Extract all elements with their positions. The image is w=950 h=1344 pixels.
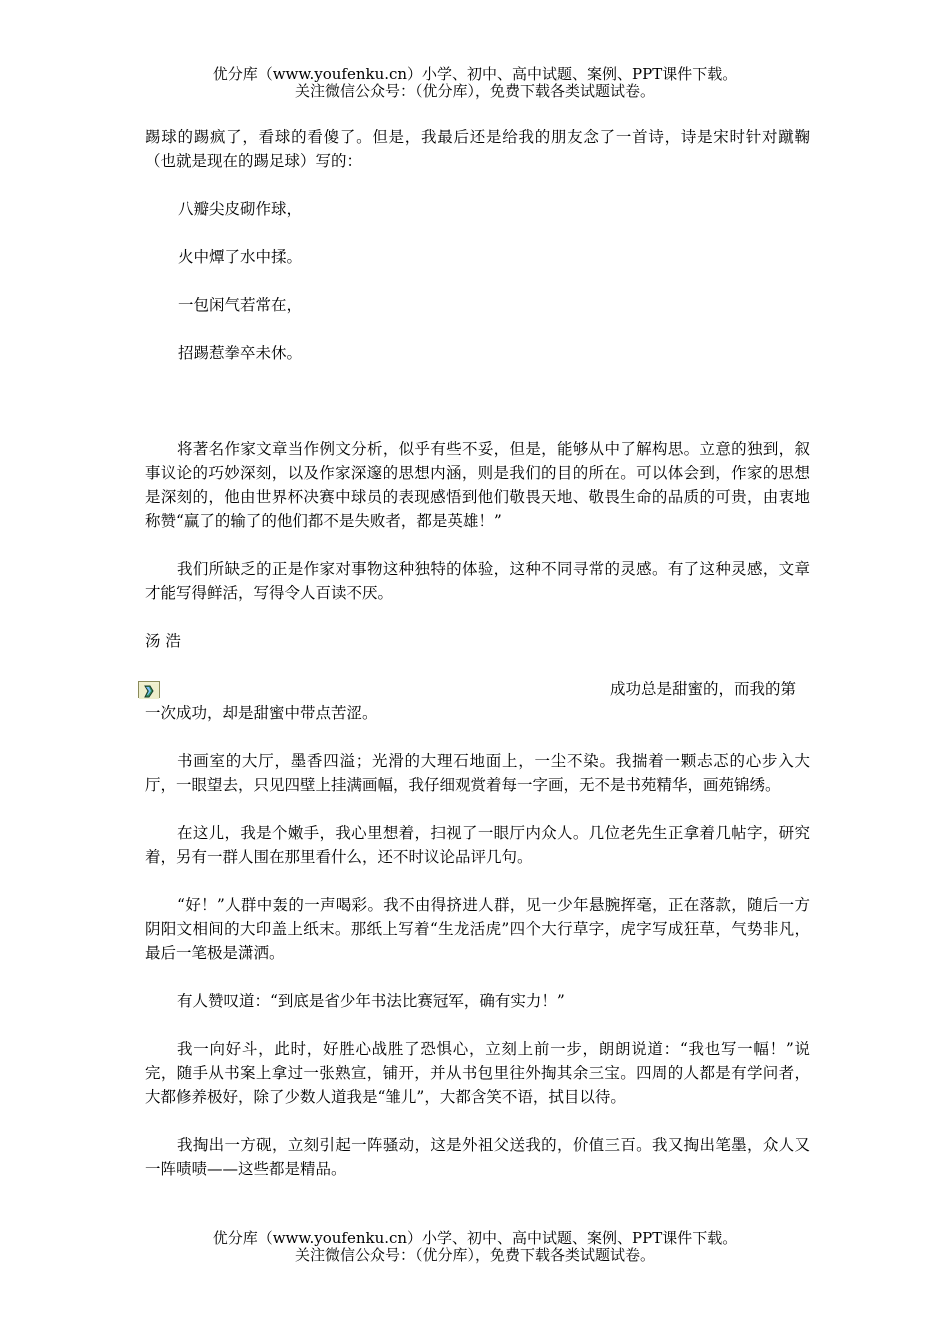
poem: [178, 197, 810, 365]
header-line-2: 关注微信公众号：（优分库），免费下载各类试题试卷。: [294, 82, 655, 100]
story-paragraph: 在这儿，我是个嫩手，我心里想着，扫视了一眼厅内众人。几位老先生正拿着几帖字，研究着，另有一群人围在那里看什么，还不时议论品评几句。: [145, 824, 810, 866]
story-first-line: 成功总是甜蜜的，而我的第: [609, 680, 796, 698]
story-paragraph: 我掏出一方砚，立刻引起一阵骚动，这是外祖父送我的，价值三百。我又掏出笔墨，众人又一阵啧啧——这些都是精品。: [145, 1136, 810, 1178]
story-opening-line: [145, 677, 810, 701]
poem-line: 火中燂了水中揉。: [178, 248, 303, 266]
story-paragraph: 有人赞叹道：“到底是省少年书法比赛冠军，确有实力！”: [177, 992, 565, 1010]
commentary-paragraph: 我们所缺乏的正是作家对事物这种独特的体验，这种不同寻常的灵感。有了这种灵感，文章才能写得鲜活，写得令人百读不厌。: [145, 560, 810, 602]
story-continuation: 一次成功，却是甜蜜中带点苦涩。: [145, 704, 378, 722]
footer-line-2: 关注微信公众号：（优分库），免费下载各类试题试卷。: [294, 1246, 655, 1264]
story-paragraph: 书画室的大厅，墨香四溢；光滑的大理石地面上，一尘不染。我揣着一颗忐忑的心步入大厅，一眼望去，只见四壁上挂满画幅，我仔细观赏着每一字画，无不是书苑精华，画苑锦绣。: [145, 752, 810, 794]
commentary-paragraph: 将著名作家文章当作例文分析，似乎有些不妥，但是，能够从中了解构思。立意的独到，叙事议论的巧妙深刻，以及作家深邃的思想内涵，则是我们的目的所在。可以体会到，作家的思想是深刻的，他由世界杯决赛中球员的表现感悟到他们敬畏天地、敬畏生命的品质的可贵，由衷地称赞“赢了的输了的他们都不是失败者，都是英雄！”: [145, 440, 810, 530]
page-header: [0, 66, 950, 100]
story-paragraph: 我一向好斗，此时，好胜心战胜了恐惧心，立刻上前一步，朗朗说道：“我也写一幅！”说完，随手从书案上拿过一张熟宣，铺开，并从书包里往外掏其余三宝。四周的人都是有学问者，大都修养极好，除了少数人道我是“雏儿”，大都含笑不语，拭目以待。: [145, 1040, 810, 1106]
intro-paragraph: 踢球的踢疯了，看球的看傻了。但是，我最后还是给我的朋友念了一首诗，诗是宋时针对蹴鞠（也就是现在的踢足球）写的：: [145, 128, 810, 170]
page-footer: [0, 1230, 950, 1264]
poem-line: 八瓣尖皮砌作球，: [178, 200, 303, 218]
document-body: [145, 125, 810, 1181]
story-paragraph: “好！”人群中轰的一声喝彩。我不由得挤进人群，见一少年悬腕挥毫，正在落款，随后一方阴阳文相间的大印盖上纸末。那纸上写着“生龙活虎”四个大行草字，虎字写成狂草，气势非凡，最后一笔极是潇洒。: [145, 896, 810, 962]
author-name: 汤 浩: [145, 632, 181, 650]
header-line-1: 优分库（www.youfenku.cn）小学、初中、高中试题、案例、PPT课件下载。: [212, 65, 738, 83]
footer-line-1: 优分库（www.youfenku.cn）小学、初中、高中试题、案例、PPT课件下载。: [212, 1229, 738, 1247]
broken-image-icon: [138, 681, 160, 698]
poem-line: 招踢惹拳卒未休。: [178, 344, 303, 362]
poem-line: 一包闲气若常在，: [178, 296, 303, 314]
